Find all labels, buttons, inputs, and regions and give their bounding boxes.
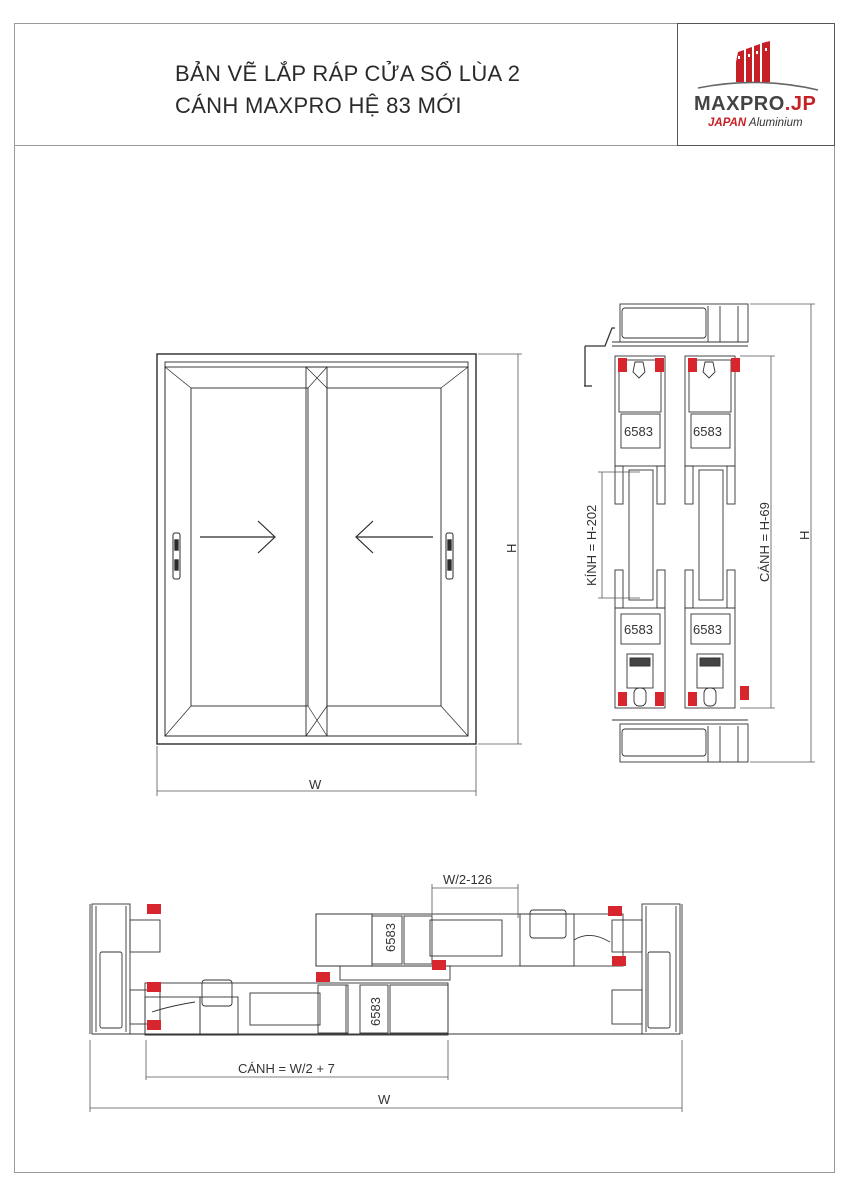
logo-brand-main: MAXPRO: [694, 93, 785, 115]
sash-width-label: CÁNH = W/2 + 7: [238, 1061, 335, 1076]
elevation-height-label: H: [504, 543, 519, 553]
section-height-label: H: [797, 530, 812, 540]
title-line-1: BẢN VẼ LẮP RÁP CỬA SỔ LÙA 2: [175, 61, 521, 86]
vertical-section: [584, 304, 748, 762]
section-width-label: W: [378, 1092, 391, 1107]
sash-profile-a: [615, 356, 665, 708]
gasket-seals-horizontal: [147, 904, 626, 1030]
sash-profile-b: [685, 356, 735, 708]
sash-height-label: CÁNH = H-69: [757, 502, 772, 582]
glass-height-label: KÍNH = H-202: [584, 504, 599, 586]
profile-code-label: 6583: [624, 622, 653, 637]
profile-code-label: 6583: [383, 923, 398, 952]
profile-code-label: 6583: [624, 424, 653, 439]
profile-code-label: 6583: [693, 622, 722, 637]
title-line-2: CÁNH MAXPRO HỆ 83 MỚI: [175, 93, 462, 118]
elevation-dimensions: [157, 354, 522, 796]
elevation-width-label: W: [309, 777, 322, 792]
horizontal-section-dimensions: [90, 884, 682, 1112]
upper-sash-offset-label: W/2-126: [443, 872, 493, 887]
logo-brand-suffix: .JP: [784, 93, 817, 115]
logo-tagline-rest: Aluminium: [746, 117, 803, 129]
logo-tagline-accent: JAPAN: [708, 117, 747, 129]
profile-code-label: 6583: [693, 424, 722, 439]
vertical-section-dimensions: [598, 304, 815, 762]
window-elevation: [157, 354, 476, 744]
profile-code-label: 6583: [368, 997, 383, 1026]
